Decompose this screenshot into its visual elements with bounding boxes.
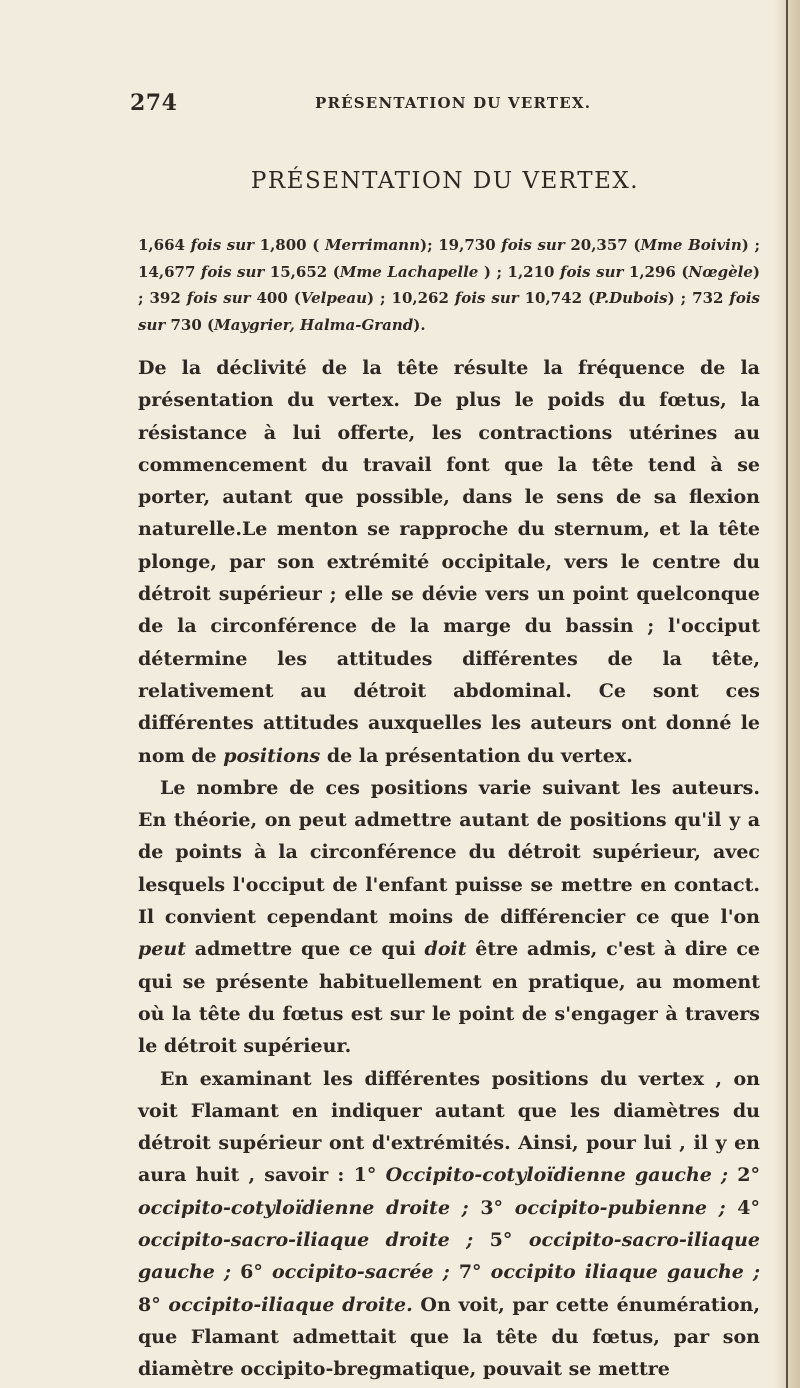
- paragraph-flamant-positions: En examinant les différentes positions du vertex , on voit Flamant en indiquer autant que les diamètres du détroit supérieur ont d'extrémités. Ainsi, pour lui , il y en aura huit , savoir : 1° Occipito-cotyloïdienne gauche ; 2° occipito-cotyloïdienne droite ; 3° occipito-pubienne ; 4° occipito-sacro-iliaque droite ; 5° occipito-sacro-iliaque gauche ; 6° occipito-sacrée ; 7° occipito iliaque gauche ; 8° occipito-iliaque droite. On voit, par cette énumération, que Flamant admettait que la tête du fœtus, par son diamètre occipito-bregmatique, pouvait se mettre: [138, 1067, 761, 1381]
- running-title: PRÉSENTATION DU VERTEX.: [315, 94, 592, 112]
- page-number: 274: [130, 90, 178, 116]
- statistics-paragraph: 1,664 fois sur 1,800 ( Merrimann); 19,730 fois sur 20,357 (Mme Boivin) ; 14,677 fois sur 15,652 (Mme Lachapelle ) ; 1,210 fois sur 1,296 (Nœgèle) ; 392 fois sur 400 (Velpeau) ; 10,262 fois sur 10,742 (P.Dubois) ; 732 fois sur 730 (Maygrier, Halma-Grand).: [138, 236, 761, 334]
- page-edge-binding: [774, 0, 800, 1388]
- body-text: [138, 352, 760, 1386]
- running-head: [130, 90, 760, 116]
- paragraph-declivite: De la déclivité de la tête résulte la fréquence de la présentation du vertex. De plus le poids du fœtus, la résistance à lui offerte, les contractions utérines au commencement du travail font que la tête tend à se porter, autant que possible, dans le sens de sa flexion naturelle.Le menton se rapproche du sternum, et la tête plonge, par son extrémité occipitale, vers le centre du détroit supérieur ; elle se dévie vers un point quelconque de la circonférence de la marge du bassin ; l'occiput détermine les attitudes différentes de la tête, relativement au détroit abdominal. Ce sont ces différentes attitudes auxquelles les auteurs ont donné le nom de positions de la présentation du vertex.: [138, 357, 760, 767]
- section-title: PRÉSENTATION DU VERTEX.: [250, 168, 640, 194]
- paragraph-nombre-positions: Le nombre de ces positions varie suivant les auteurs. En théorie, on peut admettre autant de positions qu'il y a de points à la circonférence du détroit supérieur, avec lesquels l'occiput de l'enfant puisse se mettre en contact. Il convient cependant moins de différencier ce que l'on peut admettre que ce qui doit être admis, c'est à dire ce qui se présente habituellement en pratique, au moment où la tête du fœtus est sur le point de s'engager à travers le détroit supérieur.: [138, 776, 760, 1058]
